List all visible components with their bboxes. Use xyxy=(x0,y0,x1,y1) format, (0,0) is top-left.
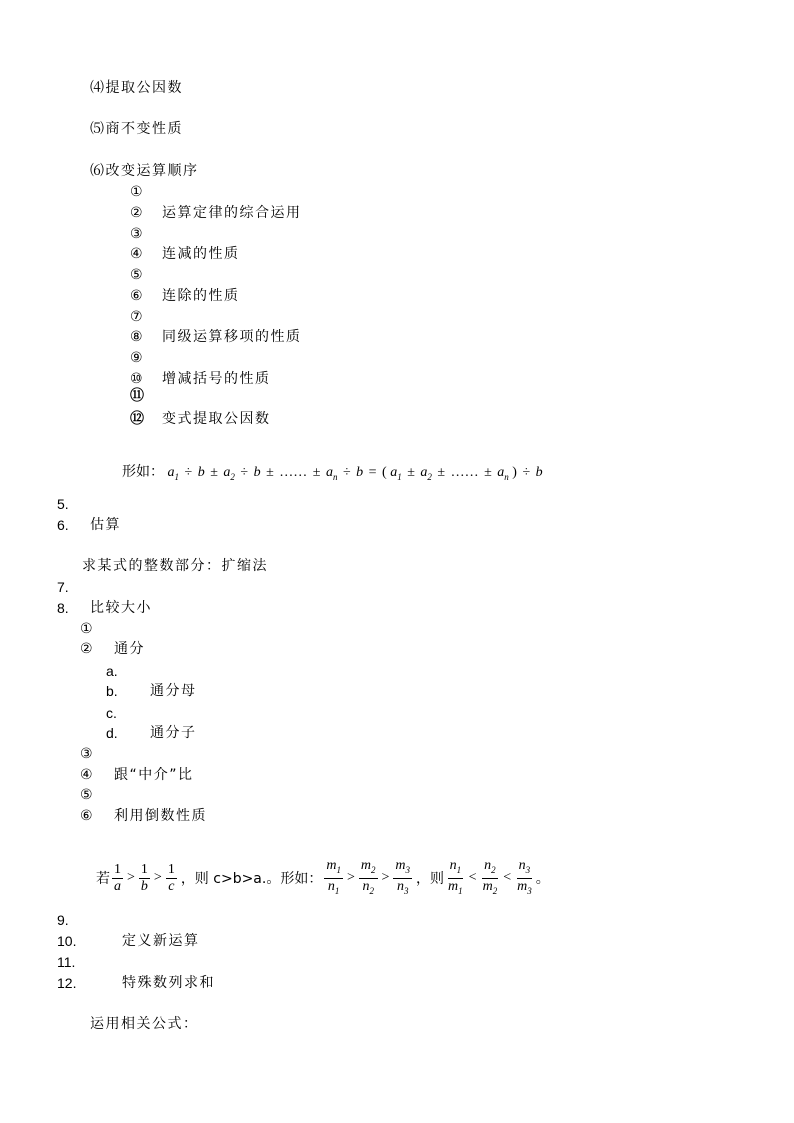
circled-item-8 xyxy=(130,328,302,346)
compare-reciprocal: 利用倒数性质 xyxy=(114,808,207,824)
pm-sign: ± xyxy=(484,465,492,480)
compare-mark-5: ⑤ xyxy=(80,787,93,803)
formula-distributive-division xyxy=(122,458,543,486)
heading-special-series-sum: 特殊数列求和 xyxy=(122,975,215,991)
list-number-9: 9. xyxy=(57,912,69,928)
formula-b: b xyxy=(356,465,364,480)
sub-label-d: d. xyxy=(106,725,118,741)
estimation-description: 求某式的整数部分：扩缩法 xyxy=(82,558,268,574)
circled-item-7 xyxy=(130,308,143,326)
item-6-change-order: ⑹改变运算顺序 xyxy=(90,163,199,179)
list-number-7: 7. xyxy=(57,579,69,595)
formula-term-a2: $a_2$ xyxy=(420,465,432,482)
circled-item-1 xyxy=(130,183,143,201)
compare-intermediary: 跟“中介”比 xyxy=(114,767,194,783)
formula-term-an: $a_n$ xyxy=(497,465,509,482)
lt-sign: < xyxy=(503,870,512,885)
pm-sign: ± xyxy=(407,465,415,480)
circled-mark: ⑤ xyxy=(130,267,143,283)
heading-estimation: 估算 xyxy=(90,517,121,533)
compare-mark-3: ③ xyxy=(80,746,93,762)
div-sign: ÷ xyxy=(342,465,351,480)
formula-term-an: $a_n$ xyxy=(325,465,338,482)
circled-mark: ⑪ xyxy=(130,388,144,404)
circled-item-9 xyxy=(130,349,143,367)
circled-item-text: 增减括号的性质 xyxy=(162,371,271,387)
gt-sign: > xyxy=(127,870,135,885)
gt-sign: > xyxy=(381,870,390,885)
div-sign: ÷ xyxy=(240,465,249,480)
equals-sign: = xyxy=(368,465,377,480)
formula-b: b xyxy=(253,465,261,480)
pm-sign: ± xyxy=(210,465,218,480)
formula-ruo: 若 xyxy=(96,871,110,887)
formula-reciprocal-comparison xyxy=(96,856,550,900)
formula-term-a2: $a_2$ xyxy=(223,465,235,482)
circled-mark: ⑨ xyxy=(130,350,143,366)
ellipsis: …… xyxy=(450,465,479,480)
circled-mark: ① xyxy=(130,184,143,200)
formula-term-a1: $a_1$ xyxy=(167,465,179,482)
compare-common-denominator: 通分 xyxy=(114,641,145,657)
fraction-1-over-a: $\frac{1}{a}$ xyxy=(114,861,121,894)
sub-label-a: a. xyxy=(106,663,118,679)
list-number-5: 5. xyxy=(57,496,69,512)
circled-item-4 xyxy=(130,245,240,263)
div-sign: ÷ xyxy=(522,465,531,480)
circled-mark: ⑥ xyxy=(130,288,143,304)
circled-item-text: 运算定律的综合运用 xyxy=(162,205,302,221)
pm-sign: ± xyxy=(266,465,274,480)
compare-mark-1: ① xyxy=(80,621,93,637)
gt-sign: > xyxy=(153,870,162,885)
circled-mark: ⑦ xyxy=(130,309,143,325)
compare-mark-4: ④ xyxy=(80,767,93,783)
apply-formulas-text: 运用相关公式： xyxy=(90,1016,199,1032)
circled-item-2 xyxy=(130,204,302,222)
formula-ze: ，则 xyxy=(416,871,445,887)
fraction-n3-over-m3: $\frac{n_3}{m_3}$ xyxy=(517,857,532,896)
circled-mark: ⑩ xyxy=(130,371,143,387)
sub-text-common-denominator: 通分母 xyxy=(150,683,197,699)
circled-mark: ⑫ xyxy=(130,411,144,427)
sub-label-b: b. xyxy=(106,683,118,699)
circled-item-5 xyxy=(130,266,143,284)
formula-mid-text: ，则 c>b>a.。形如： xyxy=(180,871,323,887)
circled-item-text: 变式提取公因数 xyxy=(162,411,271,427)
circled-item-12 xyxy=(130,410,271,428)
formula-b: b xyxy=(535,465,543,480)
sub-text-common-numerator: 通分子 xyxy=(150,725,197,741)
ellipsis: …… xyxy=(279,465,308,480)
pm-sign: ± xyxy=(437,465,446,480)
fraction-n2-over-m2: $\frac{n_2}{m_2}$ xyxy=(482,857,498,896)
item-4-extract-common-factor: ⑷提取公因数 xyxy=(90,80,183,96)
formula-prefix: 形如： xyxy=(122,464,164,480)
circled-item-10 xyxy=(130,370,271,388)
fraction-1-over-c: $\frac{1}{c}$ xyxy=(167,861,175,894)
list-number-10: 10. xyxy=(57,933,77,949)
fraction-m2-over-n2: $\frac{m_2}{n_2}$ xyxy=(360,857,376,896)
list-number-11: 11. xyxy=(57,954,76,970)
circled-mark: ⑧ xyxy=(130,329,143,345)
circled-mark: ④ xyxy=(130,246,143,262)
right-paren: ) xyxy=(512,465,517,480)
compare-mark-2: ② xyxy=(80,641,93,657)
fraction-m3-over-n3: $\frac{m_3}{n_3}$ xyxy=(395,857,411,896)
formula-b: b xyxy=(197,465,205,480)
gt-sign: > xyxy=(346,870,355,885)
lt-sign: < xyxy=(468,870,477,885)
div-sign: ÷ xyxy=(184,465,193,480)
circled-mark: ③ xyxy=(130,226,143,242)
fraction-m1-over-n1: $\frac{m_1}{n_1}$ xyxy=(326,857,341,896)
left-paren: ( xyxy=(382,465,387,480)
heading-compare-size: 比较大小 xyxy=(90,600,152,616)
circled-mark: ② xyxy=(130,205,143,221)
list-number-8: 8. xyxy=(57,600,69,616)
pm-sign: ± xyxy=(312,465,321,480)
circled-item-text: 连除的性质 xyxy=(162,288,240,304)
fraction-n1-over-m1: $\frac{n_1}{m_1}$ xyxy=(448,857,463,896)
list-number-6: 6. xyxy=(57,517,69,533)
formula-end-period: 。 xyxy=(535,871,550,887)
circled-item-text: 同级运算移项的性质 xyxy=(162,329,302,345)
heading-define-new-operation: 定义新运算 xyxy=(122,933,200,949)
formula-term-a1: $a_1$ xyxy=(390,465,402,482)
compare-mark-6: ⑥ xyxy=(80,808,93,824)
fraction-1-over-b: $\frac{1}{b}$ xyxy=(140,861,148,894)
circled-item-6 xyxy=(130,287,240,305)
circled-item-11 xyxy=(130,387,144,405)
item-5-quotient-invariance: ⑸商不变性质 xyxy=(90,121,183,137)
circled-item-text: 连减的性质 xyxy=(162,246,240,262)
list-number-12: 12. xyxy=(57,975,77,991)
circled-item-3 xyxy=(130,225,143,243)
sub-label-c: c. xyxy=(106,705,117,721)
